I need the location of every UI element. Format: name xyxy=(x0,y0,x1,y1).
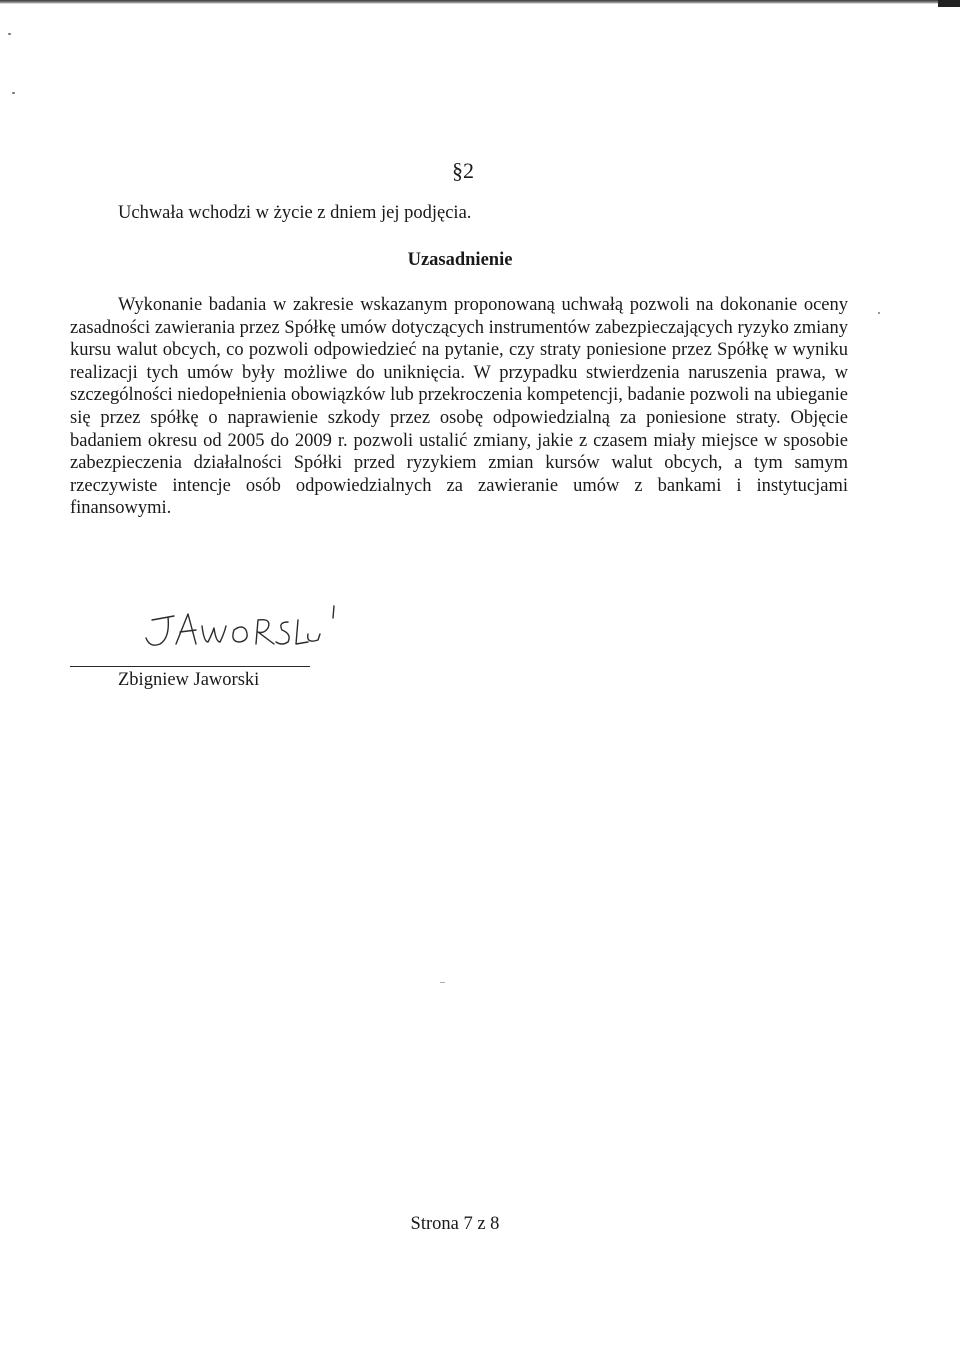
scan-corner-mark xyxy=(938,0,960,7)
page-number: Strona 7 z 8 xyxy=(410,1214,500,1234)
scan-speck xyxy=(878,312,880,314)
scan-top-edge xyxy=(0,0,960,4)
justification-paragraph: Wykonanie badania w zakresie wskazanym proponowaną uchwałą pozwoli na dokonanie oceny zasadności zawierania przez Spółkę umów dotyczących instrumentów zabezpieczających ryzyko zmiany kursu walut obcych, co pozwoli odpowiedzieć na pytanie, czy straty poniesione przez Spółkę w wyniku realizacji tych umów były możliwe do uniknięcia. W przypadku stwierdzenia naruszenia prawa, w szczególności niedopełnienia obowiązków lub przekroczenia kompetencji, badanie pozwoli na ubieganie się przez spółkę o naprawienie szkody przez osobę odpowiedzialną za poniesione straty. Objęcie badaniem okresu od 2005 do 2009 r. pozwoli ustalić zmiany, jakie z czasem miały miejsce w sposobie zabezpieczenia działalności Spółki przed ryzykiem zmian kursów walut obcych, a tym samym rzeczywiste intencje osób odpowiedzialnych za zawieranie umów z bankami i instytucjami finansowymi. xyxy=(70,295,848,519)
scan-speck xyxy=(8,33,11,35)
signer-name: Zbigniew Jaworski xyxy=(118,670,260,690)
section-number: §2 xyxy=(452,158,474,183)
justification-heading: Uzasadnienie xyxy=(407,250,513,270)
scan-speck xyxy=(12,92,15,94)
scan-speck xyxy=(440,982,445,983)
signature-line xyxy=(70,666,310,667)
enactment-clause: Uchwała wchodzi w życie z dniem jej podjęcia. xyxy=(118,203,472,223)
handwritten-signature xyxy=(138,598,358,664)
